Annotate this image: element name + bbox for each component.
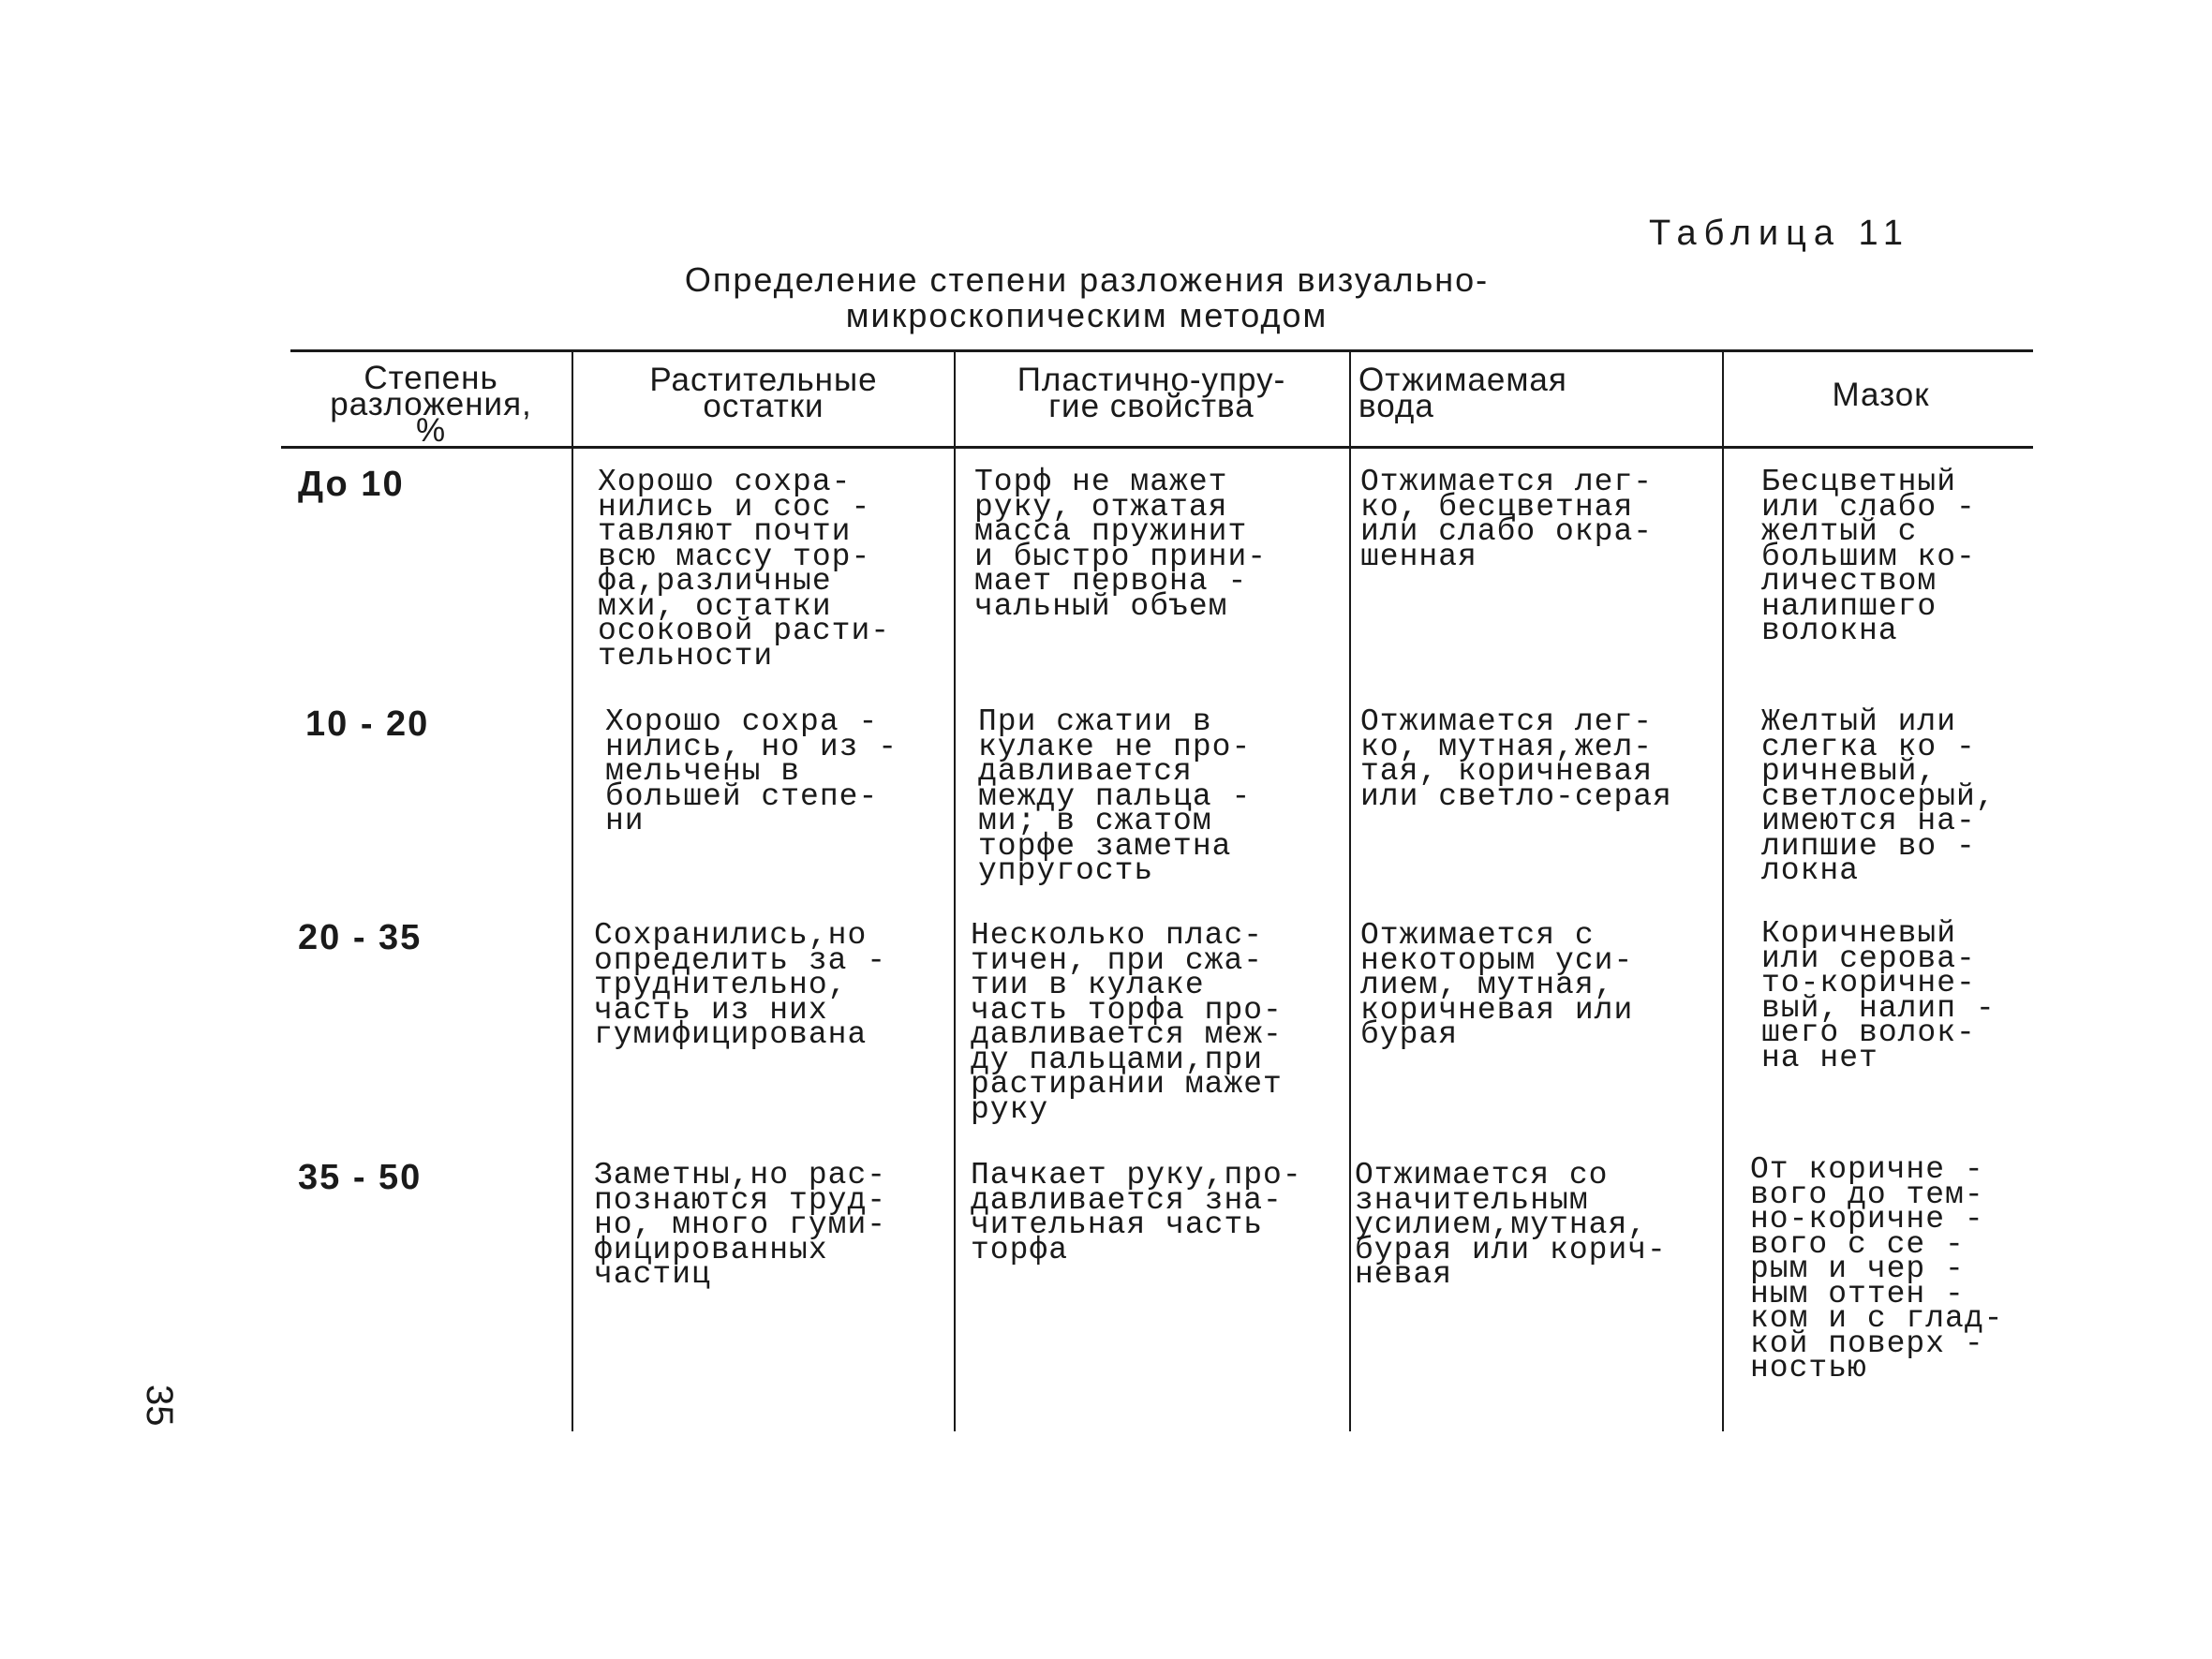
smear-row-4: От коричне - вого до тем- но-коричне - вого с се - рым и чер - ным оттен - ком и с глад- кой поверх - ностью xyxy=(1750,1152,2004,1385)
degree-row-3: 20 - 35 xyxy=(298,918,423,957)
plastic-row-4: Пачкает руку,про- давливается зна- чительная часть торфа xyxy=(971,1158,1302,1267)
water-row-1: Отжимается лег- ко, бесцветная или слабо окра- шенная xyxy=(1360,465,1654,574)
table-header-rule xyxy=(281,446,2033,449)
table-top-rule xyxy=(290,349,2033,352)
header-plastic-properties: Пластично-упру- гие свойства xyxy=(1017,362,1286,424)
column-divider-2 xyxy=(954,352,956,1431)
page-number: 35 xyxy=(139,1385,180,1427)
column-divider-4 xyxy=(1722,352,1724,1431)
table-number: Таблица 11 xyxy=(1649,214,1910,253)
water-row-3: Отжимается с некоторым уси- лием, мутная, коричневая или бурая xyxy=(1360,918,1634,1052)
table-title xyxy=(525,262,1649,333)
remains-row-4: Заметны,но рас- познаются труд- но, много гуми- фицированных частиц xyxy=(594,1158,887,1292)
header-degree: Степень разложения, % xyxy=(330,360,532,449)
plastic-row-2: При сжатии в кулаке не про- давливается между пальца - ми; в сжатом торфе заметна упругость xyxy=(978,704,1252,888)
remains-row-2: Хорошо сохра - нились, но из - мельчены в большей степе- ни xyxy=(605,704,898,838)
table-title-line-1: Определение степени разложения визуально- xyxy=(684,260,1490,299)
degree-row-4: 35 - 50 xyxy=(298,1158,423,1197)
smear-row-2: Желтый или слегка ко - ричневый, светлосерый, имеются на- липшие во - локна xyxy=(1761,704,1996,888)
header-squeezed-water: Отжимаемая вода xyxy=(1358,362,1567,424)
plastic-row-1: Торф не мажет руку, отжатая масса пружинит и быстро прини- мает первона - чальный объем xyxy=(974,465,1268,624)
header-smear: Мазок xyxy=(1832,377,1930,413)
degree-row-2: 10 - 20 xyxy=(305,704,430,744)
plastic-row-3: Несколько плас- тичен, при сжа- тии в кулаке часть торфа про- давливается меж- ду пальцами,при растирании мажет руку xyxy=(971,918,1283,1127)
column-divider-3 xyxy=(1349,352,1351,1431)
smear-row-3: Коричневый или серова- то-коричне- вый, налип - шего волок- на нет xyxy=(1761,916,1996,1075)
column-divider-1 xyxy=(572,352,573,1431)
water-row-2: Отжимается лег- ко, мутная,жел- тая, коричневая или светло-серая xyxy=(1360,704,1672,814)
smear-row-1: Бесцветный или слабо - желтый с большим ко- личеством налипшего волокна xyxy=(1761,465,1976,648)
degree-row-1: До 10 xyxy=(298,465,405,504)
table-title-line-2: микроскопическим методом xyxy=(845,296,1329,334)
remains-row-1: Хорошо сохра- нились и сос - тавляют почти всю массу тор- фа,различные мхи, остатки осоковой расти- тельности xyxy=(598,465,891,674)
header-plant-remains: Растительные остатки xyxy=(649,362,878,424)
remains-row-3: Сохранились,но определить за - труднительно, часть из них гумифицирована xyxy=(594,918,887,1052)
water-row-4: Отжимается со значительным усилием,мутная, бурая или корич- невая xyxy=(1355,1158,1667,1292)
